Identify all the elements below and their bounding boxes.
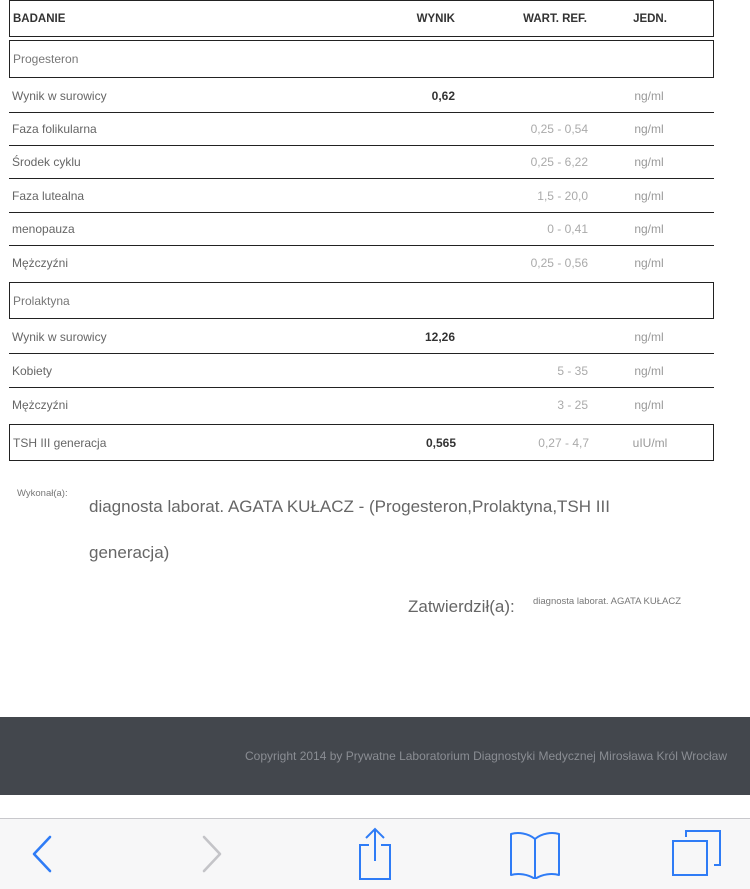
row-ref: 5 - 35: [557, 364, 588, 378]
row-unit: ng/ml: [634, 398, 664, 412]
section-prolaktyna: [9, 282, 714, 319]
row-ref: 0 - 0,41: [547, 222, 588, 236]
performed-by-text: diagnosta laborat. AGATA KUŁACZ - (Progesteron,Prolaktyna,TSH III generacja): [89, 497, 610, 562]
row-result: [339, 145, 455, 179]
table-row: [9, 212, 714, 246]
table-row: [9, 79, 714, 113]
header-wart-ref: WART. REF.: [523, 12, 587, 25]
row-unit: ng/ml: [634, 122, 664, 136]
table-header: [9, 0, 714, 37]
row-ref: 0,25 - 0,54: [530, 122, 588, 136]
row-result: [339, 179, 455, 213]
section-title: Prolaktyna: [13, 293, 70, 308]
browser-toolbar: [0, 818, 750, 889]
row-ref: 0,25 - 0,56: [530, 256, 588, 270]
row-result: 12,26: [424, 330, 455, 344]
header-wynik: WYNIK: [416, 12, 455, 25]
bookmarks-icon: [508, 829, 562, 879]
table-row: [9, 112, 714, 146]
back-icon: [30, 834, 56, 874]
table-row: [9, 320, 714, 354]
header-badanie: BADANIE: [13, 12, 66, 25]
table-row-tsh: [9, 424, 714, 461]
tabs-button[interactable]: [665, 819, 725, 889]
row-label: Faza folikularna: [12, 122, 97, 136]
row-ref: [479, 320, 588, 354]
forward-button[interactable]: [188, 819, 234, 889]
back-button[interactable]: [20, 819, 66, 889]
table-row: [9, 354, 714, 388]
row-unit: ng/ml: [634, 364, 664, 378]
approved-by-label: Zatwierdził(a):: [408, 597, 515, 616]
row-label: menopauza: [12, 222, 75, 236]
row-unit: uIU/ml: [632, 435, 668, 450]
share-button[interactable]: [350, 819, 400, 889]
row-result: [339, 112, 455, 146]
table-row: [9, 179, 714, 213]
site-footer: [0, 717, 750, 795]
header-jedn: JEDN.: [633, 12, 667, 25]
row-result: [339, 246, 455, 280]
row-ref: 0,25 - 6,22: [530, 155, 588, 169]
row-result: [339, 388, 455, 422]
row-unit: ng/ml: [634, 155, 664, 169]
row-label: Kobiety: [12, 364, 53, 378]
row-ref: [479, 79, 588, 113]
table-row: [9, 145, 714, 179]
row-ref: 0,27 - 4,7: [538, 435, 589, 450]
row-ref: 1,5 - 20,0: [537, 189, 588, 203]
row-label: Środek cyklu: [12, 155, 81, 169]
row-unit: ng/ml: [634, 256, 664, 270]
row-unit: ng/ml: [634, 89, 664, 103]
table-row: [9, 246, 714, 280]
row-label: Wynik w surowicy: [12, 89, 107, 103]
row-result: 0,62: [431, 89, 455, 103]
row-unit: ng/ml: [634, 330, 664, 344]
row-result: [339, 212, 455, 246]
row-label: Mężczyźni: [12, 256, 69, 270]
footer-copyright: Copyright 2014 by Prywatne Laboratorium Diagnostyki Medycznej Mirosława Król Wrocław: [245, 749, 727, 763]
section-progesteron: [9, 40, 714, 78]
row-ref: 3 - 25: [557, 398, 588, 412]
forward-icon: [198, 834, 224, 874]
performed-by-label: Wykonał(a):: [17, 488, 68, 499]
share-icon: [355, 827, 395, 881]
section-title: Progesteron: [13, 52, 79, 66]
bookmarks-button[interactable]: [505, 819, 565, 889]
row-label: Faza lutealna: [12, 189, 85, 203]
table-row: [9, 388, 714, 422]
row-unit: ng/ml: [634, 222, 664, 236]
row-label: Wynik w surowicy: [12, 330, 107, 344]
row-label: Mężczyźni: [12, 398, 69, 412]
row-result: 0,565: [425, 435, 456, 450]
row-unit: ng/ml: [634, 189, 664, 203]
tabs-icon: [668, 829, 722, 879]
row-label: TSH III generacja: [13, 435, 107, 450]
approved-by-name: diagnosta laborat. AGATA KUŁACZ: [533, 596, 682, 607]
row-result: [339, 354, 455, 388]
